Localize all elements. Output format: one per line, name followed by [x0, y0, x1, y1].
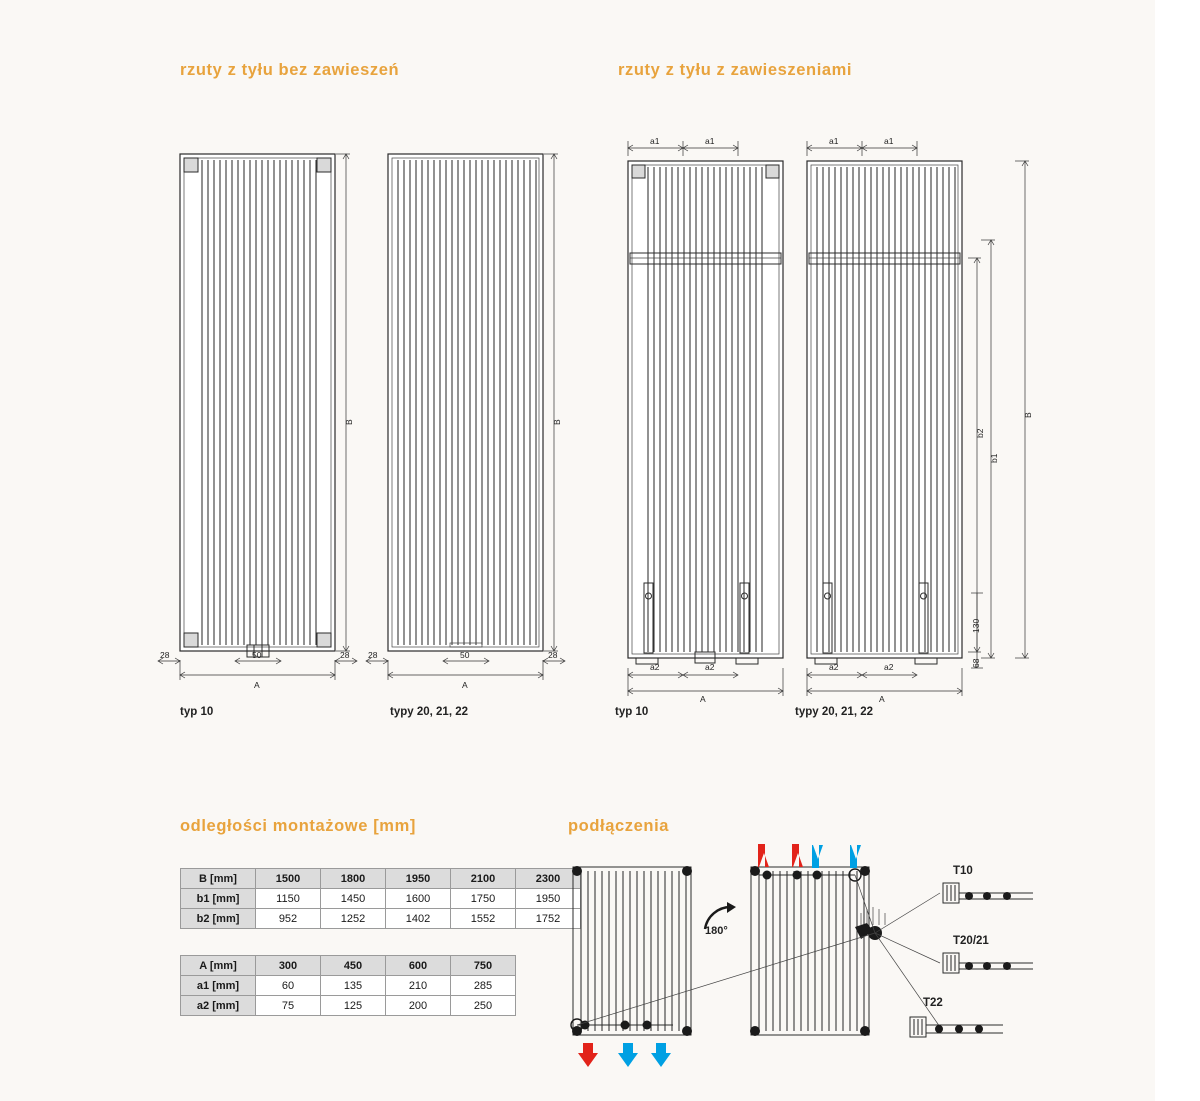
dim-label-a2-left: a2	[650, 662, 660, 672]
table-header-cell: 300	[256, 956, 321, 976]
dim-label-a1-right: a1	[705, 136, 715, 146]
dim-label-a: A	[462, 680, 468, 690]
table-cell: 1252	[321, 909, 386, 929]
rotation-label: 180°	[705, 925, 728, 937]
table-row	[181, 909, 581, 929]
dim-label-a2-left: a2	[829, 662, 839, 672]
dim-label-50: 50	[460, 650, 470, 660]
table-cell: 200	[386, 996, 451, 1016]
dim-label-b1: b1	[989, 453, 999, 463]
table-mounting-b	[180, 868, 581, 929]
dim-label-28-left: 28	[160, 650, 170, 660]
connection-type-t20-21: T20/21	[953, 935, 989, 947]
table-header-cell: 1500	[256, 869, 321, 889]
table-cell: 1950	[516, 889, 581, 909]
table-cell: 60	[256, 976, 321, 996]
table-cell: 1750	[451, 889, 516, 909]
caption-typ10-no-brackets: typ 10	[180, 706, 214, 718]
dim-label-b: B	[344, 419, 354, 425]
table-cell: 125	[321, 996, 386, 1016]
dim-label-28-right: 28	[548, 650, 558, 660]
table-row-label: b2 [mm]	[181, 909, 256, 929]
table-row-label: a2 [mm]	[181, 996, 256, 1016]
dim-label-a: A	[254, 680, 260, 690]
caption-typ202122-no-brackets: typy 20, 21, 22	[390, 706, 468, 718]
table-row	[181, 889, 581, 909]
table-cell: 250	[451, 996, 516, 1016]
dim-label-a: A	[879, 694, 885, 704]
dim-label-130: 130	[971, 618, 981, 633]
table-header-cell: 1950	[386, 869, 451, 889]
dim-label-a: A	[700, 694, 706, 704]
dim-label-b2: b2	[975, 428, 985, 438]
table-header-cell: A [mm]	[181, 956, 256, 976]
table-row	[181, 976, 516, 996]
section-title-mounting-distances: odległości montażowe [mm]	[180, 817, 416, 835]
section-title-back-with-brackets: rzuty z tyłu z zawieszeniami	[618, 61, 853, 79]
table-cell: 952	[256, 909, 321, 929]
table-header-cell: 2300	[516, 869, 581, 889]
table-cell: 1402	[386, 909, 451, 929]
dim-label-b: B	[552, 419, 562, 425]
dim-label-28-right: 28	[340, 650, 350, 660]
dim-label-a1-left: a1	[829, 136, 839, 146]
table-header-cell: 750	[451, 956, 516, 976]
table-header-cell: B [mm]	[181, 869, 256, 889]
dim-label-a2-right: a2	[884, 662, 894, 672]
section-title-back-no-brackets: rzuty z tyłu bez zawieszeń	[180, 61, 400, 79]
table-row-label: b1 [mm]	[181, 889, 256, 909]
caption-typ202122-with-brackets: typy 20, 21, 22	[795, 706, 873, 718]
dim-label-68: 68	[971, 658, 981, 668]
table-header-cell: 1800	[321, 869, 386, 889]
section-title-connections: podłączenia	[568, 817, 670, 835]
dim-label-28-left: 28	[368, 650, 378, 660]
table-cell: 1450	[321, 889, 386, 909]
drawing-typ202122-no-brackets	[358, 140, 608, 700]
table-cell: 135	[321, 976, 386, 996]
connection-type-t10: T10	[953, 865, 973, 877]
dim-label-50: 50	[252, 650, 262, 660]
table-row	[181, 956, 516, 976]
table-cell: 1150	[256, 889, 321, 909]
page-right-margin	[1155, 0, 1200, 1101]
connection-type-t22: T22	[923, 997, 943, 1009]
table-cell: 1552	[451, 909, 516, 929]
dim-label-a1-right: a1	[884, 136, 894, 146]
caption-typ10-with-brackets: typ 10	[615, 706, 649, 718]
table-cell: 75	[256, 996, 321, 1016]
table-cell: 210	[386, 976, 451, 996]
table-cell: 285	[451, 976, 516, 996]
dim-label-b: B	[1023, 412, 1033, 418]
table-row-label: a1 [mm]	[181, 976, 256, 996]
drawing-typ202122-with-brackets	[785, 128, 1045, 703]
table-header-cell: 2100	[451, 869, 516, 889]
diagram-connections	[555, 845, 1115, 1070]
table-row	[181, 869, 581, 889]
table-cell: 1600	[386, 889, 451, 909]
dim-label-a2-right: a2	[705, 662, 715, 672]
table-header-cell: 600	[386, 956, 451, 976]
table-row	[181, 996, 516, 1016]
dim-label-a1-left: a1	[650, 136, 660, 146]
table-mounting-a	[180, 955, 516, 1016]
table-header-cell: 450	[321, 956, 386, 976]
table-cell: 1752	[516, 909, 581, 929]
